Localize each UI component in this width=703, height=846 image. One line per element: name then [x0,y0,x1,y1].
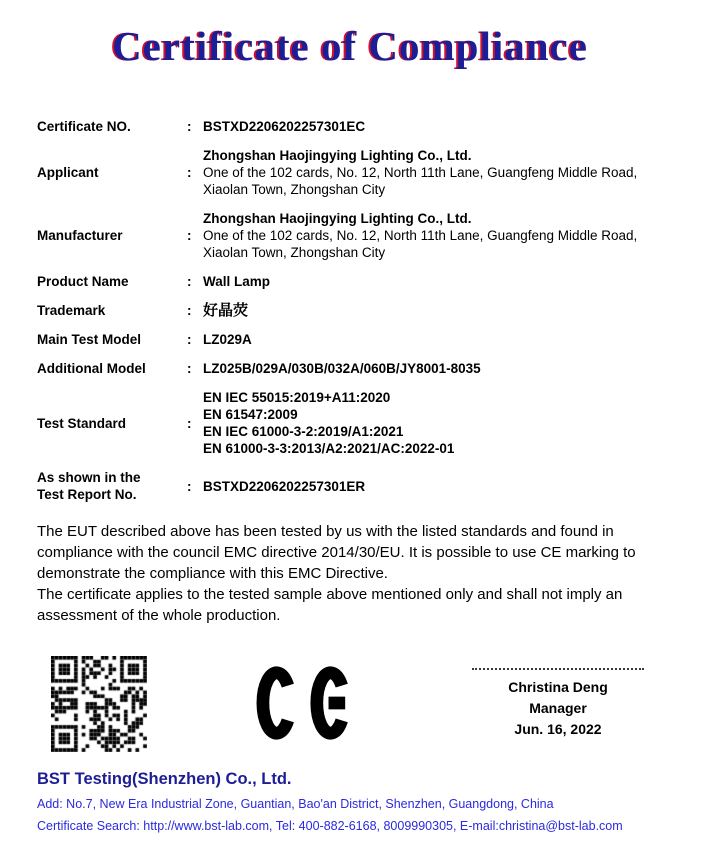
ce-mark-icon [256,664,354,742]
signature-block [463,668,653,740]
signature-dotted-line [472,668,644,670]
field-applicant [37,147,663,198]
applicant-value [203,147,658,198]
manufacturer-address: One of the 102 cards, No. 12, North 11th Lane, Guangfeng Middle Road, Xiaolan Town, Zhongshan City [203,228,638,260]
page-title: Certificate of Compliance [112,23,588,69]
test-standard-line: EN IEC 61000-3-2:2019/A1:2021 [203,424,404,439]
issuer-address: Add: No.7, New Era Industrial Zone, Guantian, Bao'an District, Shenzhen, Guangdong, China [37,797,554,811]
test-report-number: BSTXD2206202257301ER [203,478,366,494]
field-trademark [37,302,663,319]
certificate-fields [37,118,663,503]
manufacturer-value [203,210,658,261]
certificate-number: BSTXD2206202257301EC [203,119,366,134]
product-name: Wall Lamp [203,274,271,289]
colon: : [187,478,192,494]
test-standard-line: EN 61000-3-3:2013/A2:2021/AC:2022-01 [203,441,455,456]
field-test-report-no [37,469,663,503]
field-label-line: As shown in the [37,470,141,485]
colon: : [187,274,192,289]
field-label: Test Standard [37,415,127,431]
signatory-name: Christina Deng [508,679,608,695]
qr-code-icon [51,656,147,752]
field-label: Main Test Model [37,332,142,347]
issuer-company-name: BST Testing(Shenzhen) Co., Ltd. [37,770,292,788]
field-label-line: Test Report No. [37,487,137,502]
colon: : [187,415,192,431]
colon: : [187,165,192,180]
field-main-test-model [37,331,663,348]
field-label: Manufacturer [37,228,123,243]
field-additional-model [37,360,663,377]
signature-date: Jun. 16, 2022 [514,721,602,737]
field-certificate-no [37,118,663,135]
colon: : [187,361,192,376]
field-label: Product Name [37,274,129,289]
field-product-name [37,273,663,290]
colon: : [187,303,192,318]
field-manufacturer [37,210,663,261]
field-label: Applicant [37,165,99,180]
additional-model: LZ025B/029A/030B/032A/060B/JY8001-8035 [203,361,481,376]
field-test-standard [37,389,663,457]
certificate-search-line: Certificate Search: http://www.bst-lab.com, Tel: 400-882-6168, 8009990305, E-mail:christina@bst-lab.com [37,819,623,833]
test-standards [203,389,658,457]
field-label: Additional Model [37,361,146,376]
marks-row [37,656,663,752]
signatory-title: Manager [529,700,587,716]
colon: : [187,119,192,134]
test-standard-line: EN 61547:2009 [203,407,298,422]
compliance-statement [37,521,637,626]
applicant-company: Zhongshan Haojingying Lighting Co., Ltd. [203,148,472,163]
manufacturer-company: Zhongshan Haojingying Lighting Co., Ltd. [203,211,472,226]
issuer-footer [37,770,663,833]
field-label [37,469,187,503]
colon: : [187,332,192,347]
test-standard-line: EN IEC 55015:2019+A11:2020 [203,390,391,405]
trademark: 好晶荧 [203,302,249,319]
statement-paragraph-2: The certificate applies to the tested sample above mentioned only and shall not imply an assessment of the whole production. [37,586,623,624]
colon: : [187,228,192,243]
applicant-address: One of the 102 cards, No. 12, North 11th Lane, Guangfeng Middle Road, Xiaolan Town, Zhongshan City [203,165,638,197]
field-label: Trademark [37,303,106,318]
statement-paragraph-1: The EUT described above has been tested by us with the listed standards and found in compliance with the council EMC directive 2014/30/EU. It is possible to use CE marking to demonstrate the compliance with this EMC Directive. [37,523,636,582]
main-test-model: LZ029A [203,332,252,347]
field-label: Certificate NO. [37,119,131,134]
